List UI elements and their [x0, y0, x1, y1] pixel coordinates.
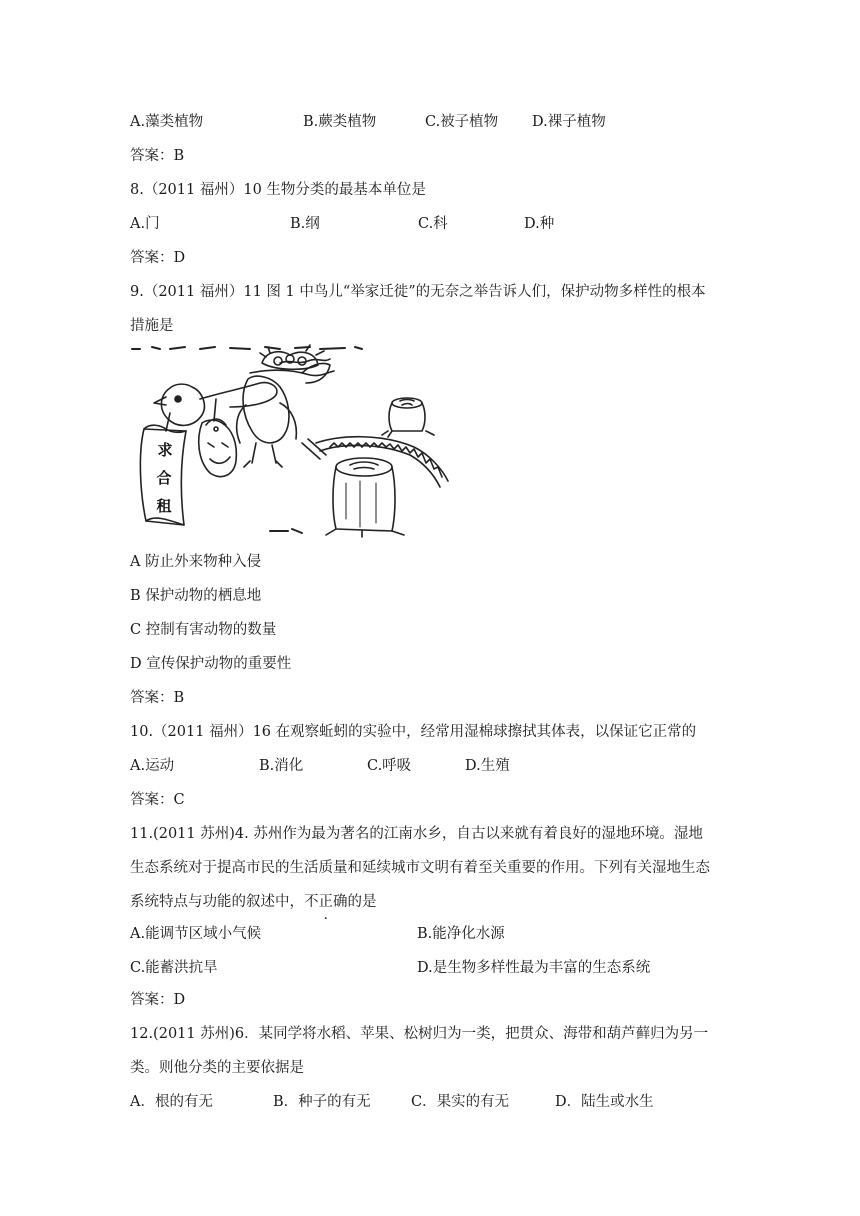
q10-option-b: B.消化: [259, 758, 304, 774]
q8-stem: 8.（2011 福州）10 生物分类的最基本单位是: [130, 182, 426, 198]
q9-figure-bird-migration-cartoon: [130, 343, 460, 538]
q11-option-a: A.能调节区域小气候: [130, 926, 262, 942]
q9-answer: 答案：B: [130, 690, 185, 706]
q11-stem-line3: [130, 892, 377, 912]
q11-option-b: B.能净化水源: [417, 926, 505, 942]
q12-option-d: D．陆生或水生: [555, 1094, 654, 1110]
q11-emphasis-not-correct: 不正确: [304, 894, 348, 910]
q12-option-b: B．种子的有无: [273, 1094, 371, 1110]
q9-option-a: A 防止外来物种入侵: [130, 554, 262, 570]
q11-stem-line3-post: 的是: [347, 894, 377, 910]
q10-option-a: A.运动: [130, 758, 175, 774]
q10-answer: 答案：C: [130, 792, 185, 808]
q11-answer: 答案：D: [130, 992, 186, 1008]
q8-answer: 答案：D: [130, 250, 186, 266]
q9-option-d: D 宣传保护动物的重要性: [130, 656, 292, 672]
q11-stem-line3-pre: 系统特点与功能的叙述中，: [130, 894, 304, 910]
q7-option-c: C.被子植物: [425, 114, 499, 130]
q9-option-b: B 保护动物的栖息地: [130, 588, 262, 604]
q10-option-d: D.生殖: [465, 758, 510, 774]
q7-option-b: B.蕨类植物: [303, 114, 377, 130]
q7-option-d: D.裸子植物: [532, 114, 606, 130]
q11-option-d: D.是生物多样性最为丰富的生态系统: [417, 960, 651, 976]
q12-stem-line2: 类。则他分类的主要依据是: [130, 1060, 304, 1076]
q9-stem-line2: 措施是: [130, 318, 174, 334]
q11-stem-line2: 生态系统对于提高市民的生活质量和延续城市文明有着至关重要的作用。下列有关湿地生态: [130, 860, 710, 876]
q10-option-c: C.呼吸: [367, 758, 412, 774]
q9-stem-line1: 9.（2011 福州）11 图 1 中鸟儿“举家迁徙”的无奈之举告诉人们，保护动物多样性的根本: [130, 284, 706, 300]
q11-option-c: C.能蓄洪抗旱: [130, 960, 218, 976]
q10-stem: 10.（2011 福州）16 在观察蚯蚓的实验中，经常用湿棉球擦拭其体表，以保证它正常的: [130, 724, 697, 740]
q12-option-a: A．根的有无: [130, 1094, 213, 1110]
q12-option-c: C．果实的有无: [411, 1094, 510, 1110]
q11-stem-line1: 11.(2011 苏州)4. 苏州作为最为著名的江南水乡，自古以来就有着良好的湿地环境。湿地: [130, 826, 703, 842]
q8-option-b: B.纲: [290, 216, 320, 232]
q8-option-d: D.种: [524, 216, 555, 232]
sign-char-2: 合: [156, 469, 172, 487]
q12-stem-line1: 12.(2011 苏州)6．某同学将水稻、苹果、松树归为一类，把贯众、海带和葫芦藓归为另一: [130, 1026, 709, 1042]
q9-option-c: C 控制有害动物的数量: [130, 622, 277, 638]
q7-answer: 答案：B: [130, 148, 185, 164]
q7-option-a: A.藻类植物: [130, 114, 204, 130]
q8-option-a: A.门: [130, 216, 160, 232]
sign-char-1: 求: [157, 441, 173, 459]
sign-char-3: 租: [156, 497, 172, 515]
q8-option-c: C.科: [418, 216, 448, 232]
